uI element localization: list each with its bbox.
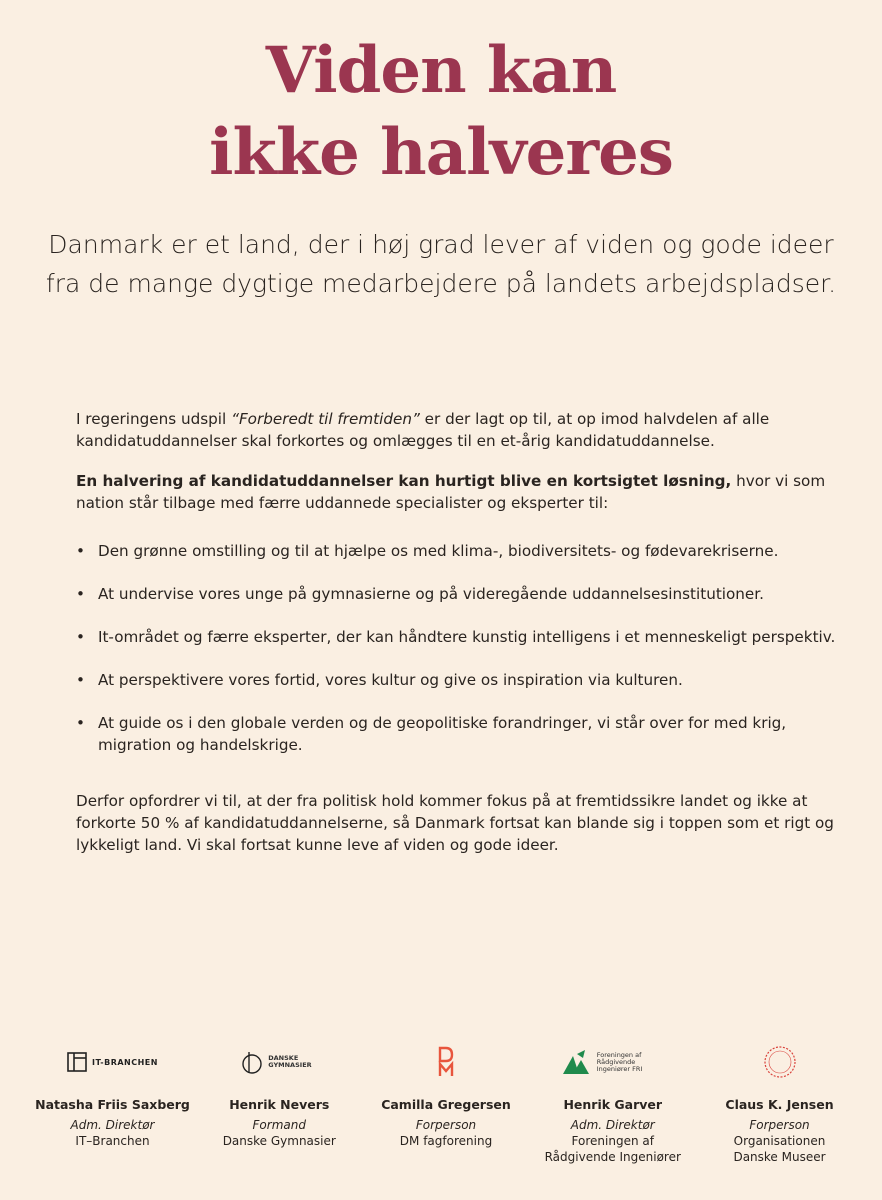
headline-line-1: Viden kan	[265, 33, 617, 108]
intro-paragraph	[76, 408, 842, 452]
list-item-text: At undervise vores unge på gymnasierne og på videregående uddannelsesinstitutioner.	[98, 585, 764, 603]
signer-danske-museer	[697, 1040, 862, 1165]
second-bold-text: En halvering af kandidatuddannelser kan hurtigt blive en kortsigtet løsning,	[76, 472, 732, 490]
body-text	[76, 408, 842, 874]
intro-text-1: I regeringens udspil	[76, 410, 232, 428]
signer-fri	[530, 1040, 695, 1165]
danske-museer-logo	[697, 1040, 862, 1084]
signer-org: Danske Gymnasier	[222, 1134, 336, 1148]
fri-logo-text: Foreningen af Rådgivende Ingeniører FRI	[596, 1050, 643, 1073]
signer-it-branchen	[30, 1040, 195, 1165]
bullet-icon: •	[76, 671, 85, 689]
signatories	[30, 1040, 862, 1165]
bullet-list	[76, 540, 842, 756]
signer-org: Organisationen	[733, 1134, 826, 1148]
signer-org-line-2: Rådgivende Ingeniører	[544, 1150, 681, 1164]
closing-paragraph: Derfor opfordrer vi til, at der fra politisk hold kommer fokus på at fremtidssikre landet og ikke at forkorte 50 % af kandidatuddannelserne, så Danmark fortsat kan blande sig i toppen som et rigt og lykkeligt land. Vi skal fortsat kunne leve af viden og gode ideer.	[76, 792, 834, 854]
signer-name: Henrik Nevers	[229, 1097, 330, 1112]
list-item-text: At guide os i den globale verden og de geopolitiske forandringer, vi står over for med krig, migration og handelskrige.	[98, 714, 787, 754]
list-item	[76, 712, 842, 756]
signer-name: Camilla Gregersen	[381, 1097, 511, 1112]
intro-text-2: er der lagt op til, at op imod halvdelen af alle kandidatuddannelser skal forkortes og omlægges til en et-årig kandidatuddannelse.	[76, 410, 770, 450]
bullet-icon: •	[76, 714, 85, 732]
fri-logo-icon	[563, 1050, 593, 1074]
bullet-icon: •	[76, 585, 85, 603]
it-branchen-logo-text: IT-BRANCHEN	[92, 1057, 158, 1067]
signer-org: Foreningen af	[571, 1134, 654, 1148]
it-branchen-logo-icon	[67, 1052, 87, 1072]
signer-org: IT–Branchen	[75, 1134, 150, 1148]
list-item	[76, 626, 842, 648]
danske-museer-logo-icon	[760, 1042, 800, 1082]
list-item	[76, 583, 842, 605]
dm-logo	[364, 1040, 529, 1084]
signer-role: Formand	[252, 1118, 306, 1132]
danske-gymnasier-logo-text: DANSKE GYMNASIER	[268, 1054, 312, 1069]
signer-role: Forperson	[415, 1118, 477, 1132]
headline	[0, 30, 882, 194]
signer-org: DM fagforening	[399, 1134, 493, 1148]
dm-logo-icon	[438, 1046, 454, 1078]
second-paragraph	[76, 470, 842, 514]
danske-gymnasier-logo-icon	[240, 1050, 264, 1074]
list-item	[76, 669, 842, 691]
signer-name: Henrik Garver	[563, 1097, 663, 1112]
list-item	[76, 540, 842, 562]
signer-role: Forperson	[749, 1118, 810, 1132]
headline-line-2: ikke halveres	[209, 115, 673, 190]
intro-report-title: “Forberedt til fremtiden”	[231, 410, 420, 428]
signer-role: Adm. Direktør	[70, 1118, 155, 1132]
lead-paragraph: Danmark er et land, der i høj grad lever af viden og gode ideer fra de mange dygtige medarbejdere på landets arbejdspladser.	[45, 230, 837, 298]
signer-org-line-2: Danske Museer	[733, 1150, 826, 1164]
signer-name: Natasha Friis Saxberg	[35, 1097, 190, 1112]
danske-gymnasier-logo	[197, 1040, 362, 1084]
signer-danske-gymnasier	[197, 1040, 362, 1165]
fri-logo	[530, 1040, 695, 1084]
bullet-icon: •	[76, 542, 85, 560]
bullet-icon: •	[76, 628, 85, 646]
list-item-text: Den grønne omstilling og til at hjælpe os med klima-, biodiversitets- og fødevarekriserne.	[98, 542, 779, 560]
second-text: hvor vi som nation står tilbage med færre uddannede specialister og eksperter til:	[76, 472, 826, 512]
signer-dm	[364, 1040, 529, 1165]
signer-name: Claus K. Jensen	[725, 1097, 834, 1112]
list-item-text: It-området og færre eksperter, der kan håndtere kunstig intelligens i et menneskeligt perspektiv.	[98, 628, 836, 646]
signer-role: Adm. Direktør	[570, 1118, 655, 1132]
it-branchen-logo	[30, 1040, 195, 1084]
list-item-text: At perspektivere vores fortid, vores kultur og give os inspiration via kulturen.	[98, 671, 683, 689]
